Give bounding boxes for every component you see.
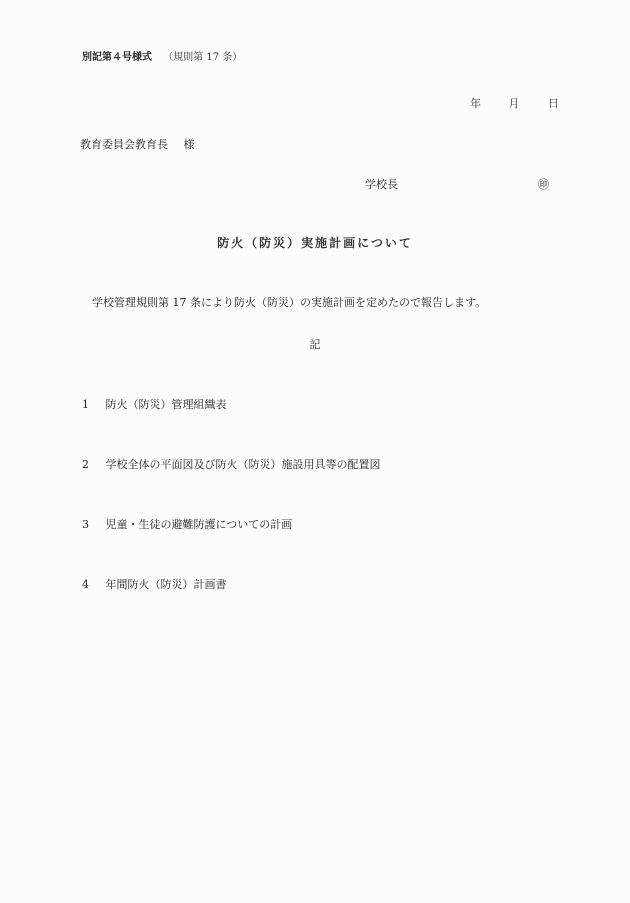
item-number: 1 — [82, 398, 89, 411]
document-body: 学校管理規則第 17 条により防火（防災）の実施計画を定めたので報告します。 — [92, 296, 487, 309]
item-label: 防火（防災）管理組織表 — [105, 398, 227, 411]
date-month-label: 月 — [508, 97, 520, 110]
item-label: 学校全体の平面図及び防火（防災）施設用具等の配置図 — [105, 458, 381, 471]
item-number: 3 — [82, 518, 89, 531]
document-title: 防火（防災）実施計画について — [217, 236, 413, 250]
date-line — [470, 98, 559, 109]
seal-icon: ㊞ — [538, 178, 549, 191]
form-number: 別記第４号様式 — [82, 52, 152, 63]
addressee — [80, 139, 195, 150]
item-number: 4 — [82, 578, 89, 591]
addressee-honorific: 様 — [183, 138, 195, 151]
list-item — [82, 519, 292, 530]
list-item — [82, 399, 227, 410]
list-item — [82, 579, 227, 590]
ki-heading: 記 — [309, 338, 321, 351]
addressee-name: 教育委員会教育長 — [80, 138, 168, 151]
date-day-label: 日 — [548, 97, 559, 110]
sender-title: 学校長 — [365, 178, 398, 191]
date-year-label: 年 — [470, 97, 481, 110]
item-number: 2 — [82, 458, 89, 471]
item-label: 年間防火（防災）計画書 — [105, 578, 227, 591]
form-number-header — [82, 53, 242, 63]
item-label: 児童・生徒の避難防護についての計画 — [105, 518, 293, 531]
list-item — [82, 459, 381, 470]
rule-reference: （規則第 17 条） — [163, 52, 243, 63]
